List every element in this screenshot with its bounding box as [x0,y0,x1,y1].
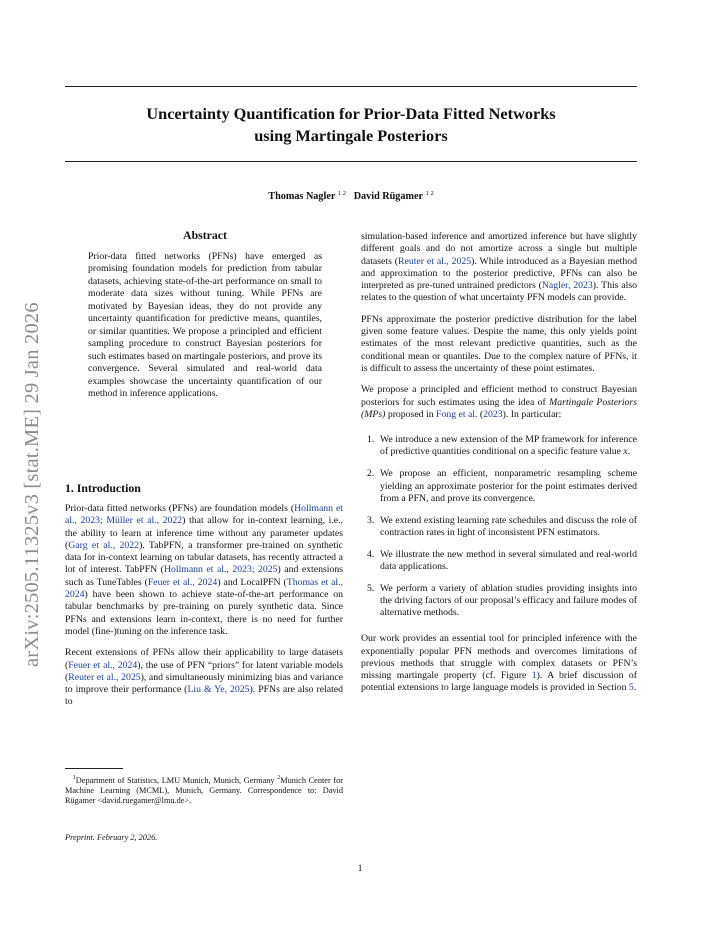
page-number: 1 [357,863,363,874]
text-run: We propose an efficient, nonparametric resampling scheme yielding an approximate posterior for the point estimates derived from a PFN, and prove its convergence. [380,468,637,504]
text-run: We propose a principled and efficient method to construct Bayesian posteriors for such estimates using the idea of [361,384,637,408]
text-run: We illustrate the new method in several simulated and real-world data applications. [380,548,637,573]
citation-link[interactable]: Feuer et al., 2024 [68,659,138,671]
contribution-item [365,583,637,620]
footnote-marker: 1 [72,775,76,781]
text-run: ( [477,408,484,420]
right-column-body [361,231,637,695]
citation-link[interactable]: Nagler, 2023 [541,280,593,292]
text-run: ) and LocalPFN ( [217,576,287,588]
emphasis-text: Martingale Posteriors (MPs) [361,396,638,420]
title-line-1: Uncertainty Quantification for Prior-Data Fitted Networks [146,104,556,123]
section-link[interactable]: 5 [628,682,634,694]
text-run: ). PFNs are also related to [65,684,344,708]
contribution-item [365,468,637,505]
body-paragraph: PFNs approximate the posterior predictive distribution for the label given some feature values. Despite the name, this only yields point estimates of the most relevant predictive quantities, such as the conditional mean or quantiles. Due to the complex nature of PFNs, it is difficult to assess the uncertainty of these point estimates. [361,313,637,374]
text-run: ) and extensions such as TuneTables ( [65,564,344,588]
text-run: ). TabPFN, a transformer pre-trained on synthetic data for in-context learning on tabular datasets, has recently attracted a lot of interest. TabPFN ( [65,539,343,576]
citation-link[interactable]: Liu & Ye, 2025 [187,684,250,696]
footnote-rule [65,768,123,769]
text-run: simulation-based inference and amortized inference but have slightly different goals and do not amortize across a single but multiple datasets ( [361,231,637,267]
text-run: We perform a variety of ablation studies providing insights into the driving factors of our proposal’s efficacy and failure modes of alternative methods. [380,582,637,619]
text-run: Our work provides an essential tool for principled inference with the exponentially popular PFN methods and overcomes limitations of previous methods that struggle with complex datasets or PFN’s missing martingale property (cf. Figure [361,633,637,682]
text-run: ), and simultaneously minimizing bias and variance to improve their performance ( [65,671,343,696]
paper-title [65,103,637,147]
title-line-2: using Martingale Posteriors [254,126,448,145]
citation-link[interactable]: Hollmann et al., 2023; 2025 [163,564,278,576]
body-paragraph [361,231,637,305]
citation-link[interactable]: Hollmann et al., 2023; Müller et al., 2022 [65,503,343,527]
citation-link[interactable]: Fong et al. [436,408,478,420]
text-run: . [633,682,637,694]
contribution-item [365,549,637,574]
item-number: 1. [367,434,375,446]
item-number: 4. [367,548,375,560]
author-affiliation-marker: 1 2 [425,190,434,197]
affiliation-footnote [65,773,343,807]
figure-link[interactable]: 1 [531,670,537,682]
intro-paragraph [65,503,343,638]
left-column-body [65,503,343,709]
contribution-item [365,515,637,540]
title-bottom-rule [65,161,637,162]
body-paragraph [361,633,637,694]
paragraph-gap [361,305,637,314]
math-variable: x [623,446,628,458]
footnote-text: Department of Statistics, LMU Munich, Munich, Germany [75,775,278,785]
arxiv-identifier: arXiv:2505.11325v3 [stat.ME] 29 Jan 2026 [21,302,43,667]
text-run: ). In particular: [502,408,562,420]
citation-link[interactable]: Thomas et al., 2024 [65,576,343,601]
text-run: We extend existing learning rate schedules and discuss the role of contraction rates in light of inconsistent PFN estimators. [380,514,637,538]
text-run: Prior-data fitted networks (PFNs) are foundation models ( [65,503,295,514]
text-run: Recent extensions of PFNs allow their applicability to large datasets ( [65,647,343,671]
text-run: ), the use of PFN “priors” for latent variable models ( [65,659,343,683]
contribution-list [361,434,637,620]
abstract-heading: Abstract [183,228,227,242]
section-heading: 1. Introduction [65,481,141,495]
author-name: David Rügamer [353,191,424,202]
abstract-text: Prior-data fitted networks (PFNs) have emerged as promising foundation models for prediction from tabular datasets, achieving state-of-the-art performance on small to moderate data sizes without tuning. While PFNs are motivated by Bayesian ideas, they do not provide any uncertainty quantification for predictive means, quantiles, or similar quantities. We propose a principled and efficient sampling procedure to construct Bayesian posteriors for such estimates based on martingale posteriors, and prove its convergence. Several simulated and real-world data examples showcase the uncertainty quantification of our method in inference applications. [88,251,322,399]
footnote-text: Munich Center for Machine Learning (MCML), Munich, Germany. Correspondence to: David Rügamer <david.ruegamer@lmu.de>. [65,775,343,806]
abstract-body [88,251,322,400]
contribution-item [365,434,637,459]
paragraph-gap [361,375,637,384]
text-run: proposed in [385,408,437,420]
citation-link[interactable]: Reuter et al., 2025 [398,255,472,267]
text-run: ). This also relates to the question of what uncertainty PFN models can provide. [361,280,637,304]
text-run: ). A brief discussion of potential extensions to large language models is provided in Section [361,670,637,694]
text-run: . [627,446,631,458]
footnote-marker: 2 [277,775,281,781]
intro-paragraph [65,647,343,708]
preprint-note: Preprint. February 2, 2026. [65,833,158,842]
item-number: 2. [367,468,375,480]
citation-link[interactable]: 2023 [483,408,503,420]
author-affiliation-marker: 1 2 [337,190,347,197]
item-number: 3. [367,514,375,526]
text-run: ) that allow for in-context learning, i.e., the ability to learn at inference time without any parameter updates ( [65,515,343,551]
body-paragraph [361,384,637,421]
citation-link[interactable]: Feuer et al., 2024 [147,576,218,588]
paragraph-gap [361,421,637,434]
paragraph-gap [65,638,343,647]
citation-link[interactable]: Reuter et al., 2025 [68,671,141,683]
title-top-rule [65,86,637,87]
author-name: Thomas Nagler [268,191,336,202]
text-run: ) have been shown to achieve state-of-the-art performance on tabular benchmarks by pre-training on purely synthetic data. Since PFNs and extensions learn in-context, there is no need for further model (fine-)tuning on the inference task. [65,589,343,637]
text-run: ). While introduced as a Bayesian method and approximation to the posterior predictive, PFNs can also be interpreted as pre-tuned untrained predictors ( [361,255,637,292]
text-run: We introduce a new extension of the MP framework for inference of predictive quantities conditional on a specific feature value [380,434,637,458]
author-list [65,187,637,204]
item-number: 5. [367,582,375,594]
citation-link[interactable]: Garg et al., 2022 [68,539,140,551]
